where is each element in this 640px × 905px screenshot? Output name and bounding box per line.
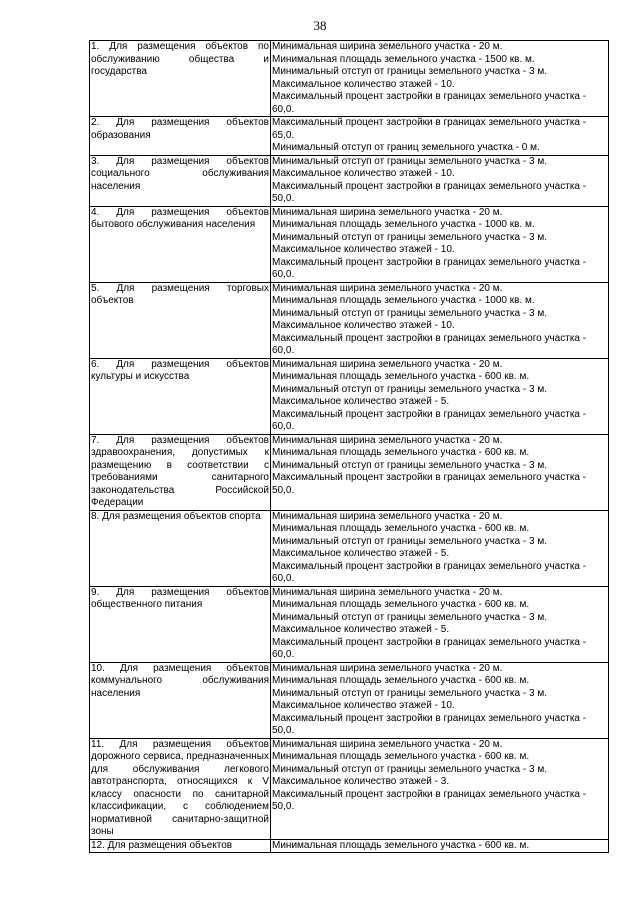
parameter-line: Максимальный процент застройки в границах земельного участка - 50,0. xyxy=(272,472,587,496)
table-row xyxy=(90,206,609,282)
parameters-cell xyxy=(271,358,609,434)
table-row xyxy=(90,434,609,510)
parameters-cell xyxy=(271,41,609,117)
table-body xyxy=(90,41,609,853)
parameter-line: Максимальное количество этажей - 10. xyxy=(272,78,455,90)
parameter-line: Минимальный отступ от границы земельного участка - 3 м. xyxy=(272,155,547,167)
land-use-purpose-cell: 10. Для размещения объектов коммунального обслуживания населения xyxy=(90,662,271,738)
parameter-line: Минимальная площадь земельного участка - 600 кв. м. xyxy=(272,751,530,762)
parameters-cell xyxy=(271,839,609,853)
land-use-purpose-cell: 9. Для размещения объектов общественного питания xyxy=(90,586,271,662)
parameter-line: Минимальная ширина земельного участка - 20 м. xyxy=(272,282,503,294)
parameter-line: Максимальный процент застройки в границах земельного участка - 60,0. xyxy=(272,256,587,280)
parameter-line: Минимальная ширина земельного участка - 20 м. xyxy=(272,510,503,522)
parameters-cell xyxy=(271,282,609,358)
parameter-line: Максимальный процент застройки в границах земельного участка - 65,0. xyxy=(272,117,587,141)
land-use-purpose-cell: 5. Для размещения торговых объектов xyxy=(90,282,271,358)
parameter-line: Максимальное количество этажей - 5. xyxy=(272,396,450,407)
parameter-line: Максимальный процент застройки в границах земельного участка - 60,0. xyxy=(272,91,587,115)
parameter-line: Минимальный отступ от границы земельного участка - 3 м. xyxy=(272,535,547,547)
table-row xyxy=(90,662,609,738)
parameter-line: Минимальная площадь земельного участка - 600 кв. м. xyxy=(272,523,530,534)
parameter-line: Максимальное количество этажей - 10. xyxy=(272,700,455,711)
land-use-purpose-cell: 8. Для размещения объектов спорта xyxy=(90,510,271,586)
parameter-line: Максимальный процент застройки в границах земельного участка - 60,0. xyxy=(272,636,587,660)
table-row xyxy=(90,738,609,839)
parameter-line: Максимальное количество этажей - 10. xyxy=(272,320,455,331)
parameter-line: Минимальный отступ от границы земельного участка - 3 м. xyxy=(272,763,547,775)
parameters-cell xyxy=(271,155,609,206)
parameter-line: Максимальный процент застройки в границах земельного участка - 50,0. xyxy=(272,712,587,736)
table-row xyxy=(90,586,609,662)
parameter-line: Максимальное количество этажей - 10. xyxy=(272,244,455,255)
table-row xyxy=(90,41,609,117)
parameter-line: Максимальный процент застройки в границах земельного участка - 50,0. xyxy=(272,180,587,204)
parameter-line: Максимальное количество этажей - 3. xyxy=(272,776,450,787)
parameter-line: Минимальный отступ от границы земельного участка - 3 м. xyxy=(272,611,547,623)
parameters-cell xyxy=(271,510,609,586)
parameter-line: Максимальный процент застройки в границах земельного участка - 60,0. xyxy=(272,332,587,356)
parameter-line: Минимальная ширина земельного участка - 20 м. xyxy=(272,358,503,370)
parameter-line: Минимальная ширина земельного участка - 20 м. xyxy=(272,434,503,446)
table-row xyxy=(90,282,609,358)
parameter-line: Максимальное количество этажей - 5. xyxy=(272,548,450,559)
land-use-purpose-cell: 12. Для размещения объектов xyxy=(90,839,271,853)
parameter-line: Минимальный отступ от границы земельного участка - 3 м. xyxy=(272,687,547,699)
parameters-cell xyxy=(271,586,609,662)
parameter-line: Минимальная ширина земельного участка - 20 м. xyxy=(272,586,503,598)
land-use-purpose-cell: 4. Для размещения объектов бытового обслуживания населения xyxy=(90,206,271,282)
parameter-line: Минимальный отступ от границ земельного участка - 0 м. xyxy=(272,142,540,153)
parameter-line: Максимальный процент застройки в границах земельного участка - 60,0. xyxy=(272,560,587,584)
parameter-line: Минимальная площадь земельного участка - 600 кв. м. xyxy=(272,839,530,851)
parameter-line: Минимальная площадь земельного участка - 600 кв. м. xyxy=(272,675,530,686)
parameter-line: Минимальная ширина земельного участка - 20 м. xyxy=(272,662,503,674)
parameters-cell xyxy=(271,662,609,738)
parameter-line: Минимальная площадь земельного участка - 600 кв. м. xyxy=(272,447,530,458)
parameter-line: Минимальная ширина земельного участка - 20 м. xyxy=(272,206,503,218)
parameter-line: Минимальная ширина земельного участка - 20 м. xyxy=(272,41,503,52)
parameter-line: Минимальная площадь земельного участка - 600 кв. м. xyxy=(272,599,530,610)
land-use-purpose-cell: 6. Для размещения объектов культуры и искусства xyxy=(90,358,271,434)
land-use-parameters-table xyxy=(89,40,609,853)
table-row xyxy=(90,839,609,853)
parameter-line: Минимальная ширина земельного участка - 20 м. xyxy=(272,738,503,750)
parameter-line: Минимальная площадь земельного участка - 600 кв. м. xyxy=(272,371,530,382)
parameters-cell xyxy=(271,434,609,510)
table-row xyxy=(90,117,609,156)
parameter-line: Максимальное количество этажей - 10. xyxy=(272,168,455,179)
parameters-cell xyxy=(271,117,609,156)
parameter-line: Максимальный процент застройки в границах земельного участка - 50,0. xyxy=(272,788,587,812)
parameter-line: Минимальная площадь земельного участка - 1000 кв. м. xyxy=(272,219,535,230)
table-row xyxy=(90,358,609,434)
land-use-purpose-cell: 2. Для размещения объектов образования xyxy=(90,117,271,156)
parameter-line: Минимальная площадь земельного участка - 1500 кв. м. xyxy=(272,53,535,65)
land-use-purpose-cell: 7. Для размещения объектов здравоохранения, допустимых к размещению в соответствии с требованиями санитарного законодательства Российской Федерации xyxy=(91,434,269,508)
parameter-line: Максимальное количество этажей - 5. xyxy=(272,624,450,635)
table-row xyxy=(90,510,609,586)
table-row xyxy=(90,155,609,206)
parameter-line: Максимальный процент застройки в границах земельного участка - 60,0. xyxy=(272,408,587,432)
parameter-line: Минимальная площадь земельного участка - 1000 кв. м. xyxy=(272,295,535,306)
land-use-purpose-cell: 3. Для размещения объектов социального обслуживания населения xyxy=(90,155,271,206)
parameters-cell xyxy=(271,738,609,839)
parameters-cell xyxy=(271,206,609,282)
parameter-line: Минимальный отступ от границы земельного участка - 3 м. xyxy=(272,383,547,395)
land-use-purpose-cell: 1. Для размещения объектов по обслуживанию общества и государства xyxy=(90,41,271,117)
page-number: 38 xyxy=(313,18,327,33)
parameter-line: Минимальный отступ от границы земельного участка - 3 м. xyxy=(272,66,547,77)
parameter-line: Минимальный отступ от границы земельного участка - 3 м. xyxy=(272,307,547,319)
parameter-line: Минимальный отступ от границы земельного участка - 3 м. xyxy=(272,231,547,243)
land-use-purpose-cell: 11. Для размещения объектов дорожного сервиса, предназначенных для обслуживания легкового автотранспорта, относящихся к V классу опасности по санитарной классификации, с соблюдением нормативной санитарно-защитной зоны xyxy=(91,738,269,837)
parameter-line: Минимальный отступ от границы земельного участка - 3 м. xyxy=(272,459,547,471)
